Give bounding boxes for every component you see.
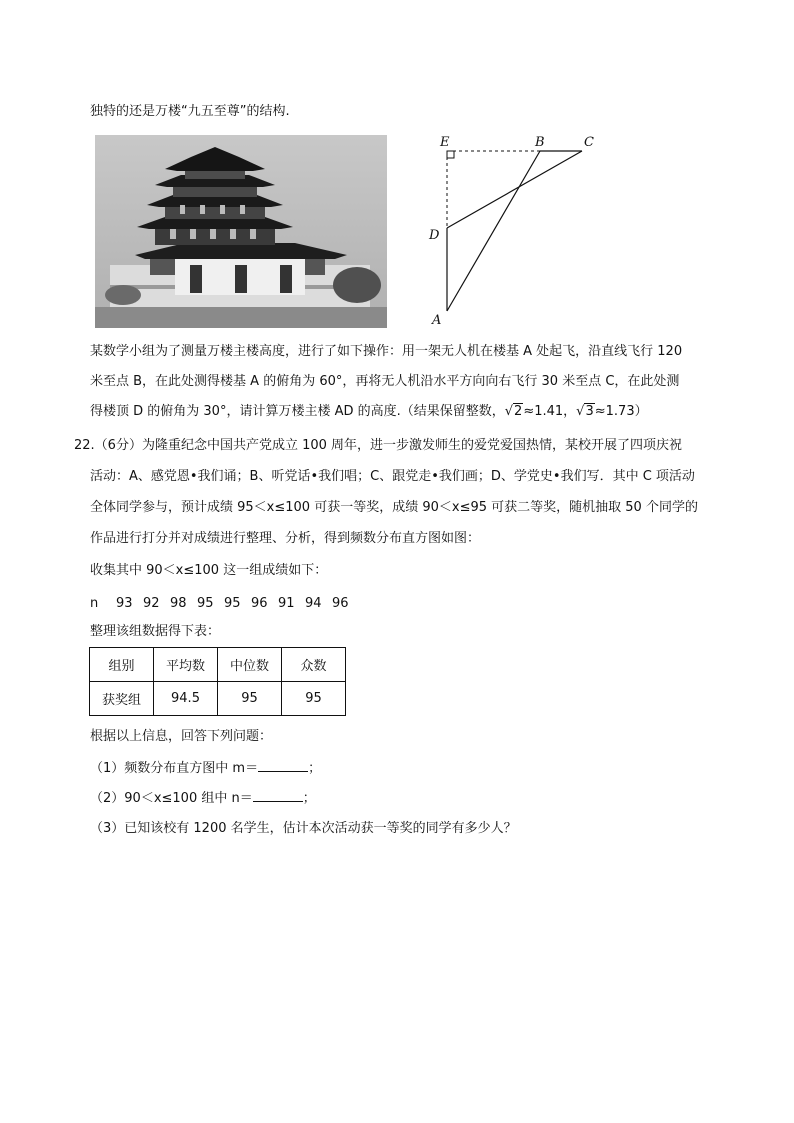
question-3: （3）已知该校有 1200 名学生，估计本次活动获一等奖的同学有多少人？ — [90, 821, 517, 836]
p21-line1: 某数学小组为了测量万楼主楼高度，进行了如下操作：用一架无人机在楼基 A 处起飞，沿直线飞行 120 — [90, 344, 683, 359]
p22-line3: 全体同学参与，预计成绩 95＜x≤100 可获一等奖，成绩 90＜x≤95 可获二等奖，随机抽取 50 个同学的 — [90, 500, 698, 515]
table-header-row — [90, 648, 346, 682]
intro-text: 独特的还是万楼“九五至尊”的结构. — [90, 104, 290, 119]
score-item: 96 — [251, 596, 268, 611]
score-item: 94 — [305, 596, 322, 611]
score-list — [90, 595, 359, 613]
table-header: 众数 — [282, 648, 346, 682]
table-cell: 95 — [282, 682, 346, 716]
question-1 — [90, 759, 321, 778]
q2-answer-blank[interactable] — [253, 789, 303, 802]
p21-line3 — [90, 403, 648, 421]
table-header: 组别 — [90, 648, 154, 682]
sqrt-3: √3 — [576, 404, 594, 419]
p21-line2: 米至点 B，在此处测得楼基 A 的俯角为 60°，再将无人机沿水平方向向右飞行 30 米至点 C，在此处测 — [90, 374, 680, 389]
score-item: 95 — [224, 596, 241, 611]
q2-text: （2）90＜x≤100 组中 n＝ — [90, 791, 253, 806]
label-B: B — [535, 135, 545, 150]
score-item: 91 — [278, 596, 295, 611]
table-cell: 95 — [218, 682, 282, 716]
label-E: E — [440, 135, 450, 150]
p21-line3-text: 得楼顶 D 的俯角为 30°，请计算万楼主楼 AD 的高度.（结果保留整数， — [90, 404, 505, 419]
right-angle-mark — [447, 151, 454, 158]
table-row — [90, 682, 346, 716]
label-D: D — [429, 228, 440, 243]
segment-AB — [447, 151, 540, 311]
table-header: 中位数 — [218, 648, 282, 682]
p22-line4: 作品进行打分并对成绩进行整理、分析，得到频数分布直方图如图： — [90, 531, 481, 546]
score-item: 93 — [116, 596, 133, 611]
score-item: n — [90, 596, 99, 611]
geometry-diagram — [420, 128, 610, 333]
p22-line5: 收集其中 90＜x≤100 这一组成绩如下： — [90, 563, 328, 578]
score-item: 98 — [170, 596, 187, 611]
p22-line7: 根据以上信息，回答下列问题： — [90, 729, 273, 744]
segment-DC — [447, 151, 582, 228]
sqrt3-value: ≈1.73） — [594, 404, 648, 419]
p22-line2: 活动：A、感党恩•我们诵；B、听党话•我们唱；C、跟党走•我们画；D、学党史•我们写．其中 C 项活动 — [90, 469, 695, 484]
p22-line6: 整理该组数据得下表： — [90, 624, 221, 639]
table-header: 平均数 — [154, 648, 218, 682]
sqrt2-value: ≈1.41， — [523, 404, 577, 419]
q1-answer-blank[interactable] — [258, 759, 308, 772]
stats-table — [89, 647, 346, 716]
table-cell: 获奖组 — [90, 682, 154, 716]
label-C: C — [584, 135, 594, 150]
score-item: 95 — [197, 596, 214, 611]
q1-text: （1）频数分布直方图中 m＝ — [90, 761, 259, 776]
q2-suffix: ； — [302, 791, 316, 806]
question-2 — [90, 789, 316, 808]
sqrt-2: √2 — [504, 404, 523, 419]
score-item: 92 — [143, 596, 160, 611]
label-A: A — [432, 313, 442, 328]
building-photo — [95, 135, 387, 328]
table-cell: 94.5 — [154, 682, 218, 716]
score-item: 96 — [332, 596, 349, 611]
p22-line1: 22.（6分）为隆重纪念中国共产党成立 100 周年，进一步激发师生的爱党爱国热情，某校开展了四项庆祝 — [74, 438, 683, 453]
q1-suffix: ； — [308, 761, 322, 776]
